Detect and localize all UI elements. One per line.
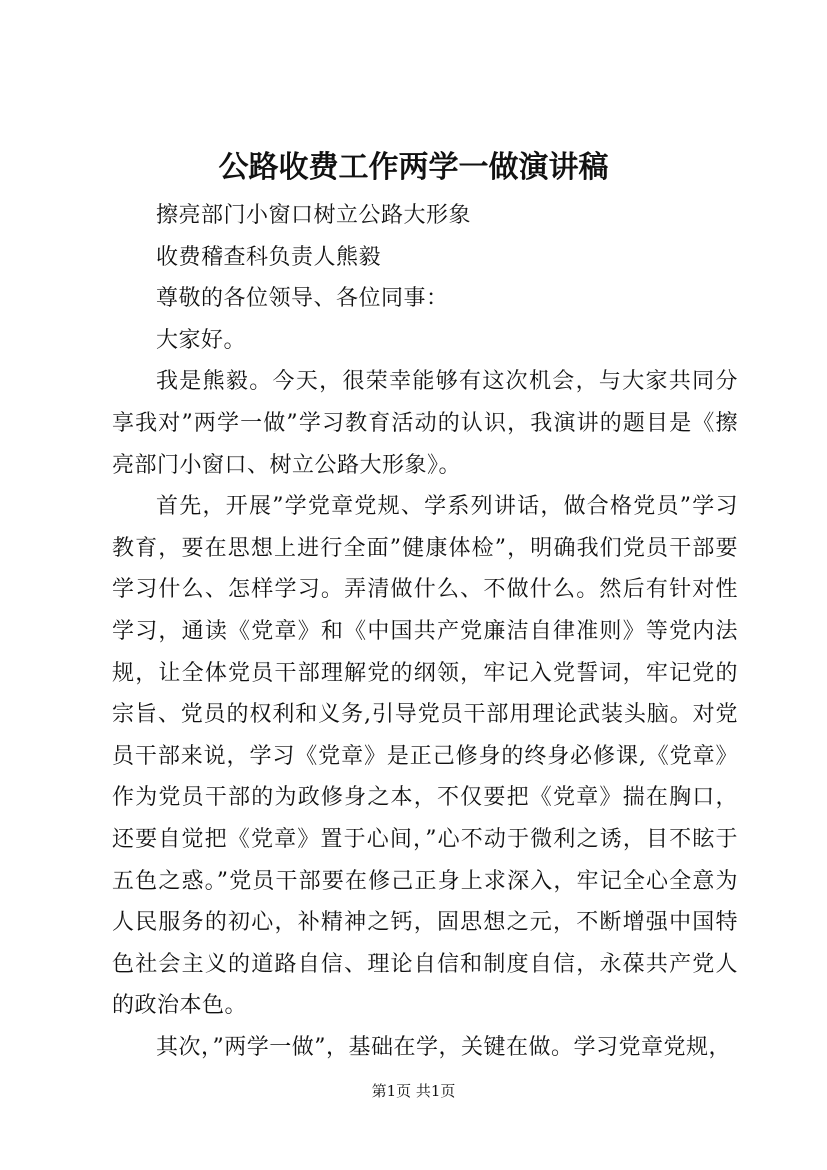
paragraph-intro: 我是熊毅。今天，很荣幸能够有这次机会，与大家共同分享我对”两学一做”学习教育活动的认识，我演讲的题目是《擦亮部门小窗口、树立公路大形象》。 [112, 369, 738, 478]
paragraph-subtitle: 擦亮部门小窗口树立公路大形象 [156, 203, 472, 228]
document-body [112, 195, 738, 1068]
paragraph-first: 首先，开展”学党章党规、学系列讲话，做合格党员”学习教育，要在思想上进行全面”健康体检”，明确我们党员干部要学习什么、怎样学习。弄清做什么、不做什么。然后有针对性学习，通读《党章》和《中国共产党廉洁自律准则》等党内法规，让全体党员干部理解党的纲领，牢记入党誓词，牢记党的宗旨、党员的权利和义务,引导党员干部用理论武装头脑。对党员干部来说，学习《党章》是正己修身的终身必修课,《党章》作为党员干部的为政修身之本，不仅要把《党章》揣在胸口，还要自觉把《党章》置于心间，”心不动于微利之诱，目不眩于五色之惑。”党员干部要在修己正身上求深入，牢记全心全意为人民服务的初心，补精神之钙，固思想之元，不断增强中国特色社会主义的道路自信、理论自信和制度自信，永葆共产党人的政治本色。 [112, 494, 738, 1019]
page-footer: 第1页 共1页 [371, 1082, 456, 1100]
paragraph-author: 收费稽查科负责人熊毅 [156, 244, 382, 270]
document-title: 公路收费工作两学一做演讲稿 [218, 150, 609, 185]
paragraph-greeting: 大家好。 [156, 327, 247, 353]
paragraph-salutation: 尊敬的各位领导、各位同事： [156, 286, 449, 312]
paragraph-second: 其次，”两学一做”，基础在学，关键在做。学习党章党规， [156, 1034, 731, 1060]
